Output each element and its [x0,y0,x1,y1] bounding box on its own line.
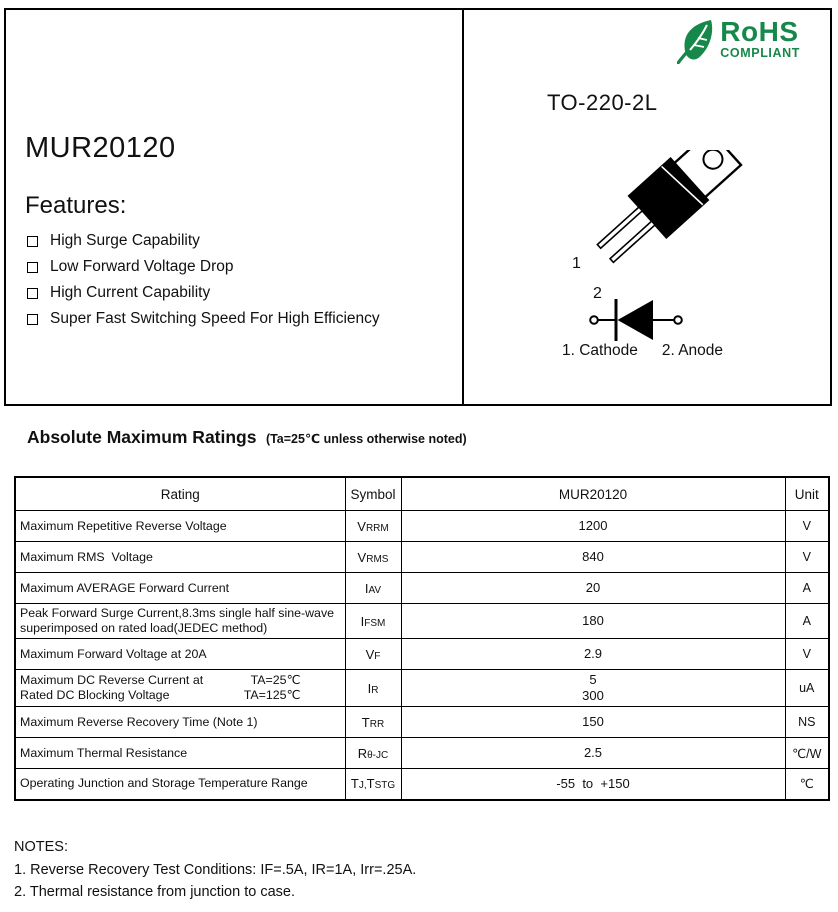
rating-cell [15,604,345,639]
rating-cell [15,573,345,604]
symbol-cell [345,604,401,639]
value-line: -55 to +150 [556,775,630,791]
part-number: MUR20120 [25,132,176,164]
symbol-cell [345,738,401,769]
package-name: TO-220-2L [547,90,658,115]
symbol-part: I [364,580,369,596]
rohs-text [720,18,800,60]
rating-line [20,647,341,662]
value-cell [401,511,785,542]
symbol-part: F [374,650,381,662]
symbol-cell [345,511,401,542]
table-header-row [15,477,829,511]
rating-cell [15,769,345,800]
value-line: 20 [585,580,601,595]
rating-cell [15,738,345,769]
checkbox-icon [27,236,38,247]
symbol-part: I [360,613,365,629]
rating-line [20,776,341,791]
value-cell [401,573,785,604]
value-line: 2.9 [583,646,603,661]
rating-text: superimposed on rated load(JEDEC method) [20,621,268,635]
rating-cell [15,670,345,707]
value-cell [401,738,785,769]
rating-line [20,550,341,565]
notes-section [14,836,416,903]
col-header-part: MUR20120 [401,477,785,511]
col-header-rating: Rating [15,477,345,511]
table-row [15,542,829,573]
rating-line [20,621,341,636]
rating-line [20,606,341,621]
ratings-subtitle: (Ta=25℃ unless otherwise noted) [265,432,467,446]
rating-text: Operating Junction and Storage Temperature Range [20,776,308,791]
symbol-cell [345,639,401,670]
ratings-table-body [15,511,829,800]
symbol-part: V [357,549,367,565]
rating-cell [15,707,345,738]
table-row [15,511,829,542]
table-row [15,738,829,769]
cathode-label: 1. Cathode [562,342,638,359]
value-cell [401,769,785,800]
rating-text: Rated DC Blocking Voltage [20,688,170,702]
unit-cell: ℃ [785,769,829,800]
value-cell [401,707,785,738]
rating-text: Peak Forward Surge Current,8.3ms single half sine-wave [20,606,335,620]
symbol-part: RRM [365,522,389,534]
feature-label: High Surge Capability [50,232,200,249]
unit-cell: ℃/W [785,738,829,769]
value-line: 840 [582,549,604,564]
symbol-part: R [371,684,379,696]
rating-line [20,688,341,703]
symbol-part: V [365,646,375,662]
col-header-unit: Unit [785,477,829,511]
package-panel [464,10,830,404]
rating-text: Maximum Forward Voltage at 20A [20,646,207,661]
rating-line [20,715,341,730]
lead1-label: 1 [572,255,581,272]
rating-cell [15,511,345,542]
feature-item [27,254,380,280]
rating-cell [15,639,345,670]
symbol-cell [345,769,401,800]
table-row [15,604,829,639]
table-row [15,707,829,738]
rating-line [20,673,341,688]
diode-symbol-icon [589,294,684,346]
symbol-part: STG [374,780,396,792]
unit-cell: V [785,639,829,670]
feature-label: Low Forward Voltage Drop [50,258,234,275]
table-row [15,639,829,670]
note-item: 2. Thermal resistance from junction to case. [14,884,295,900]
value-cell [401,604,785,639]
checkbox-icon [27,262,38,273]
note-item: 1. Reverse Recovery Test Conditions: IF=.5A, IR=1A, Irr=.25A. [14,862,417,878]
unit-cell: A [785,604,829,639]
checkbox-icon [27,288,38,299]
part-info-panel [6,10,464,404]
unit-cell: uA [785,670,829,707]
unit-cell: V [785,511,829,542]
symbol-part: RR [369,718,385,730]
rating-line [20,581,341,596]
rating-text: Maximum Reverse Recovery Time (Note 1) [20,714,258,729]
feature-item [27,306,380,332]
value-cell [401,639,785,670]
ratings-table [14,476,830,801]
feature-item [27,228,380,254]
unit-cell: V [785,542,829,573]
anode-label: 2. Anode [661,342,724,359]
symbol-part: J, [358,780,367,792]
symbol-cell [345,573,401,604]
symbol-cell [345,670,401,707]
value-line: 5 [589,672,597,687]
symbol-part: θ-JC [367,749,389,761]
lead2-label: 2 [593,285,602,302]
value-cell [401,670,785,707]
rating-text: Maximum Repetitive Reverse Voltage [20,518,227,533]
symbol-part: RMS [366,553,389,565]
checkbox-icon [27,314,38,325]
symbol-cell [345,707,401,738]
symbol-part: T [350,776,359,792]
notes-title: NOTES: [14,839,68,855]
package-drawing [556,150,766,310]
col-header-symbol: Symbol [345,477,401,511]
rohs-logo [677,18,800,64]
value-line: 180 [582,613,604,628]
rating-text: Maximum AVERAGE Forward Current [20,580,230,595]
symbol-part: FSM [364,617,386,629]
value-line: 150 [582,714,604,729]
ratings-title: Absolute Maximum Ratings [27,427,257,447]
rohs-leaf-icon [677,18,717,64]
symbol-part: AV [368,584,382,596]
value-line: 1200 [578,518,608,533]
value-line: 300 [582,688,604,703]
unit-cell: A [785,573,829,604]
symbol-part: R [357,745,368,761]
symbol-part: V [357,518,366,534]
value-line: 2.5 [583,745,603,760]
ratings-heading [27,427,467,448]
rating-text: Maximum Thermal Resistance [20,745,188,760]
value-cell [401,542,785,573]
rating-cell [15,542,345,573]
feature-item [27,280,380,306]
rohs-subtitle: COMPLIANT [720,46,800,60]
features-list [27,228,380,332]
table-row [15,573,829,604]
rating-line [20,746,341,761]
rating-condition: TA=125℃ [243,688,301,702]
table-row [15,670,829,707]
rating-condition: TA=25℃ [250,673,301,687]
symbol-part: T [361,714,370,730]
rating-line [20,519,341,534]
unit-cell: NS [785,707,829,738]
symbol-cell [345,542,401,573]
feature-label: Super Fast Switching Speed For High Efficiency [50,310,380,327]
feature-label: High Current Capability [50,284,211,301]
rating-text: Maximum DC Reverse Current at [20,673,204,687]
header-section [4,8,832,406]
rating-text: Maximum RMS Voltage [20,549,153,564]
table-row [15,769,829,800]
features-title: Features: [25,192,127,219]
symbol-part: I [367,680,372,696]
pin-labels [562,342,723,360]
symbol-part: T [366,776,375,792]
rohs-title: RoHS [720,16,799,47]
